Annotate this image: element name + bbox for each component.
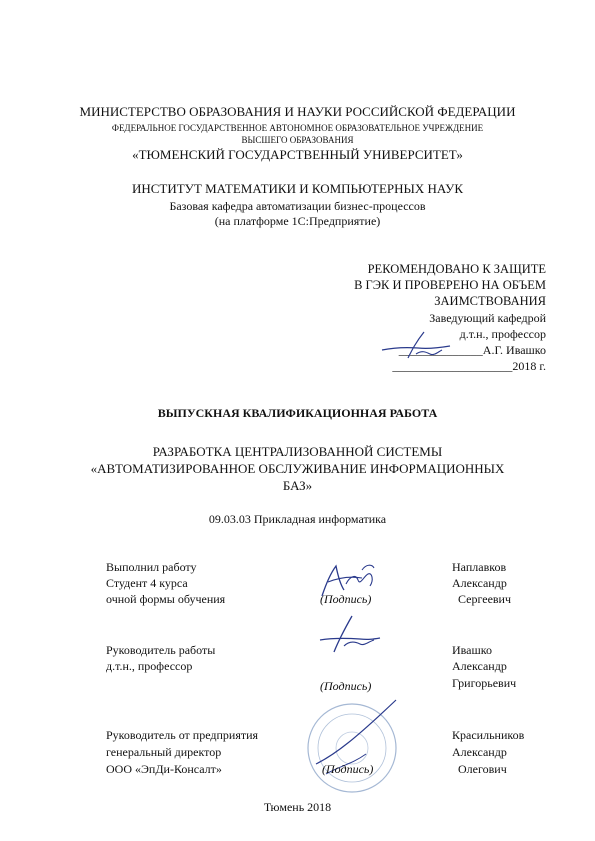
head-of-department-signature-line: ______________А.Г. Ивашко <box>398 343 546 357</box>
institute-name: ИНСТИТУТ МАТЕМАТИКИ И КОМПЬЮТЕРНЫХ НАУК <box>131 181 464 196</box>
work-title-line3: БАЗ» <box>282 478 313 493</box>
student-role-line2: Студент 4 курса <box>106 576 188 590</box>
ministry-title: МИНИСТЕРСТВО ОБРАЗОВАНИЯ И НАУКИ РОССИЙСКОЙ ФЕДЕРАЦИИ <box>79 104 516 119</box>
company-supervisor-surname: Красильников <box>452 728 525 742</box>
supervisor-signature-label: (Подпись) <box>320 679 372 693</box>
recommendation-line1: РЕКОМЕНДОВАНО К ЗАЩИТЕ <box>367 262 546 276</box>
supervisor-signature <box>316 612 382 654</box>
approval-date-line: ____________________2018 г. <box>392 359 546 373</box>
supervisor-role-line2: д.т.н., профессор <box>106 659 193 673</box>
federal-institution-line: ФЕДЕРАЛЬНОЕ ГОСУДАРСТВЕННОЕ АВТОНОМНОЕ ОБРАЗОВАТЕЛЬНОЕ УЧРЕЖДЕНИЕ <box>111 123 484 133</box>
company-supervisor-first-name: Александр <box>452 745 507 759</box>
student-patronymic: Сергеевич <box>458 592 512 606</box>
work-title-line2: «АВТОМАТИЗИРОВАННОЕ ОБСЛУЖИВАНИЕ ИНФОРМАЦИОННЫХ <box>90 461 505 476</box>
student-role-line1: Выполнил работу <box>106 560 197 574</box>
company-stamp <box>296 694 408 794</box>
supervisor-first-name: Александр <box>452 659 507 673</box>
work-title-line1: РАЗРАБОТКА ЦЕНТРАЛИЗОВАННОЙ СИСТЕМЫ <box>152 444 443 459</box>
recommendation-line3: ЗАИМСТВОВАНИЯ <box>434 294 546 308</box>
supervisor-surname: Ивашко <box>452 643 492 657</box>
company-supervisor-patronymic: Олегович <box>458 762 507 776</box>
head-of-department-degree: д.т.н., профессор <box>459 327 546 341</box>
head-of-department-title: Заведующий кафедрой <box>429 311 546 325</box>
company-name: ООО «ЭпДи-Консалт» <box>106 762 222 776</box>
company-supervisor-role-line1: Руководитель от предприятия <box>106 728 259 742</box>
higher-education-line: ВЫСШЕГО ОБРАЗОВАНИЯ <box>241 135 354 145</box>
recommendation-line2: В ГЭК И ПРОВЕРЕНО НА ОБЪЕМ <box>354 278 546 292</box>
city-year: Тюмень 2018 <box>263 800 332 814</box>
student-surname: Наплавков <box>452 560 507 574</box>
department-name: Базовая кафедра автоматизации бизнес-процессов <box>169 199 426 213</box>
student-role-line3: очной формы обучения <box>106 592 226 606</box>
supervisor-role-line1: Руководитель работы <box>106 643 216 657</box>
company-supervisor-role-line2: генеральный директор <box>106 745 222 759</box>
specialty-code: 09.03.03 Прикладная информатика <box>208 512 387 526</box>
platform-note: (на платформе 1С:Предприятие) <box>214 214 381 228</box>
work-type: ВЫПУСКНАЯ КВАЛИФИКАЦИОННАЯ РАБОТА <box>157 406 438 420</box>
university-name: «ТЮМЕНСКИЙ ГОСУДАРСТВЕННЫЙ УНИВЕРСИТЕТ» <box>132 147 463 162</box>
supervisor-patronymic: Григорьевич <box>452 676 517 690</box>
student-first-name: Александр <box>452 576 507 590</box>
student-signature-label: (Подпись) <box>320 592 372 606</box>
company-supervisor-signature-label: (Подпись) <box>322 762 374 776</box>
